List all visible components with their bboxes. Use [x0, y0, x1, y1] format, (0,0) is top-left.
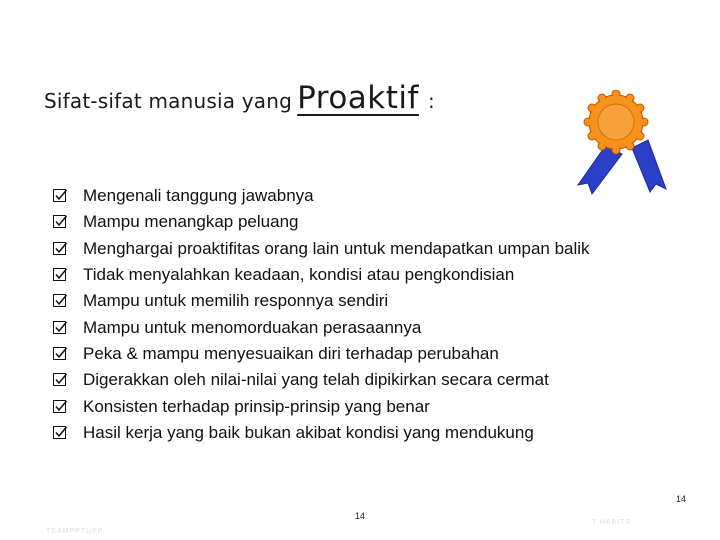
list-item-text: Hasil kerja yang baik bukan akibat kondisi yang mendukung [83, 422, 534, 442]
checkbox-checked-icon [53, 321, 67, 335]
checkbox-checked-icon [53, 268, 67, 282]
list-item [53, 183, 590, 209]
checkbox-checked-icon [53, 347, 67, 361]
list-item [53, 236, 590, 262]
list-item [53, 209, 590, 235]
checkbox-checked-icon [53, 215, 67, 229]
list-item-text: Menghargai proaktifitas orang lain untuk mendapatkan umpan balik [83, 238, 590, 258]
title-prefix: Sifat-sifat manusia yang [44, 89, 293, 113]
ribbon-tail-right [632, 140, 666, 192]
list-item-text: Peka & mampu menyesuaikan diri terhadap perubahan [83, 343, 499, 363]
list-item-text: Mampu untuk menomorduakan perasaannya [83, 317, 422, 337]
list-item [53, 288, 590, 314]
list-item-text: Digerakkan oleh nilai-nilai yang telah dipikirkan secara cermat [83, 370, 549, 390]
slide-title [44, 80, 435, 116]
list-item-text: Mampu untuk memilih responnya sendiri [83, 291, 389, 311]
checkbox-checked-icon [53, 400, 67, 414]
list-item-text: Tidak menyalahkan keadaan, kondisi atau pengkondisian [83, 265, 515, 285]
checkbox-checked-icon [53, 242, 67, 256]
list-item [53, 341, 590, 367]
checkbox-checked-icon [53, 294, 67, 308]
page-number-center: 14 [355, 511, 366, 521]
title-suffix: : [428, 89, 435, 113]
checkbox-checked-icon [53, 426, 67, 440]
footer-right-text: 7 HABITS [592, 519, 632, 526]
list-item [53, 314, 590, 340]
title-keyword: Proaktif [297, 80, 419, 116]
trait-list [53, 183, 590, 446]
footer-left-text: TEAMPPTUPP [46, 528, 104, 535]
page-number-right: 14 [676, 494, 687, 504]
list-item [53, 420, 590, 446]
list-item-text: Mengenali tanggung jawabnya [83, 186, 314, 206]
list-item [53, 393, 590, 419]
list-item [53, 262, 590, 288]
list-item [53, 367, 590, 393]
checkbox-checked-icon [53, 373, 67, 387]
list-item-text: Konsisten terhadap prinsip-prinsip yang benar [83, 396, 430, 416]
checkbox-checked-icon [53, 189, 67, 203]
list-item-text: Mampu menangkap peluang [83, 212, 299, 232]
